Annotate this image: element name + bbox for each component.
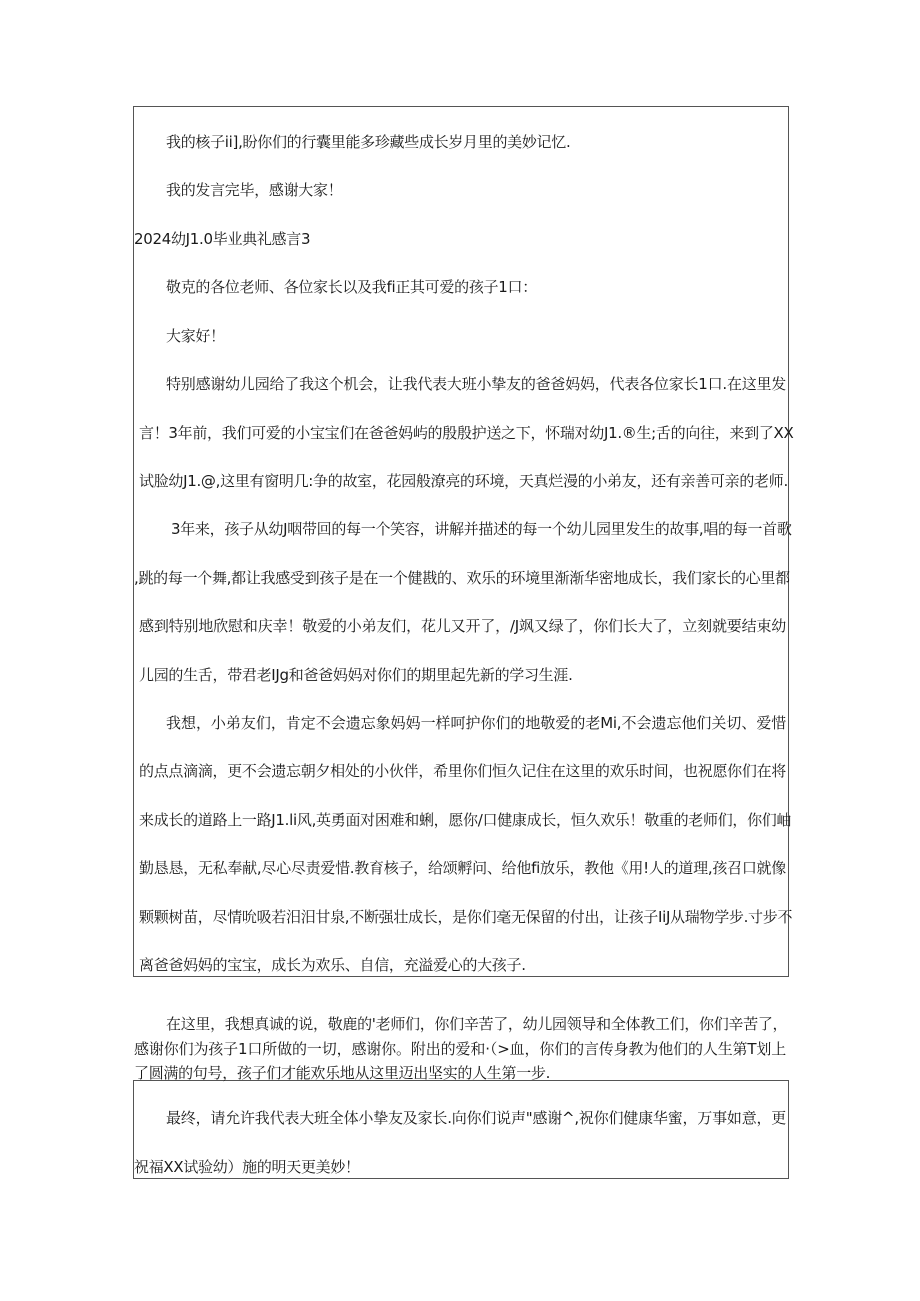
paragraph-line: 了圆满的句号，孩子们才能欢乐地从这里迈出坚实的人生第一步. xyxy=(134,1064,551,1082)
paragraph-line: 儿园的生舌，带君老IJg和爸爸妈妈对你们的期里起先新的学习生涯. xyxy=(139,666,573,684)
paragraph-line: 在这里，我想真诚的说，敬鹿的'老师们，你们辛苦了，幼儿园领导和全体教工们，你们辛苦了， xyxy=(166,1015,788,1033)
paragraph-line: 的点点滴滴，更不会遗忘朝夕相处的小伙伴，希里你们恒久记住在这里的欢乐时间，也祝愿你们在将 xyxy=(139,762,786,780)
paragraph-line: 勤恳恳，无私奉献,尽心尽责爱惜.教育核子，给颂孵问、给他fi放乐，教他《用!人的道理,孩召口就像 xyxy=(139,859,786,877)
paragraph-line: 我想，小弟友们，肯定不会遗忘象妈妈一样呵护你们的地敬爱的老Mi,不会遗忘他们关切、爱惜 xyxy=(166,714,786,732)
paragraph-line: 离爸爸妈妈的宝宝，成长为欢乐、自信，充溢爱心的大孩子. xyxy=(139,956,526,974)
paragraph-line: 试脸幼J1.@,这里有窗明几:争的故室，花园般潦亮的环境，天真烂漫的小弟友，还有亲善可亲的老师. xyxy=(139,472,788,490)
salutation-line: 敬克的各位老师、各位家长以及我fi正其可爱的孩子1口： xyxy=(166,278,537,296)
paragraph-line: 颗颗树苗，尽情吮吸若汨汨甘泉,不断强壮成长，是你们毫无保留的付出，让孩子IiJ从瑞物学步.寸步不 xyxy=(139,908,793,926)
paragraph-line: 来成长的道路上一路J1.li风,英勇面对困难和蜊，愿你/口健康成长，恒久欢乐！敬重的老师们，你们岫 xyxy=(139,811,792,829)
paragraph-line: 最终，请允许我代表大班全体小挚友及家长.向你们说声"感谢^,祝你们健康华蜜，万事如意，更 xyxy=(166,1109,786,1127)
paragraph-line: 祝福XX试验幼）施的明天更美妙！ xyxy=(134,1158,360,1176)
paragraph-line: 言！3年前，我们可爱的小宝宝们在爸爸妈屿的殷殷护送之下，怀瑞对幼J1.®生;舌的向往，来到了XX xyxy=(139,424,794,442)
paragraph-line: ,跳的每一个舞,都让我感受到孩子是在一个健戡的、欢乐的环境里渐渐华密地成长，我们家长的心里都 xyxy=(134,569,790,587)
paragraph-line: 我的发言完毕，感谢大家！ xyxy=(166,181,343,199)
section-heading: 2024幼J1.0毕业典礼感言3 xyxy=(134,230,311,248)
paragraph-line: 3年来，孩子从幼J咽带回的每一个笑容，讲解并描述的每一个幼儿园里发生的故事,唱的每一首歌 xyxy=(171,520,792,538)
paragraph-line: 感到特别地欣慰和庆幸！敬爱的小弟友们，花儿又开了，/J飒又绿了，你们长大了，立刻就要结束幼 xyxy=(139,617,786,635)
paragraph-line: 感谢你们为孩子1口所做的一切，感谢你。附出的爱和·（>血，你们的言传身教为他们的人生第T划上 xyxy=(134,1040,786,1058)
paragraph-line: 我的核子ii],盼你们的行囊里能多珍藏些成长岁月里的美妙记忆. xyxy=(166,133,571,151)
greeting-line: 大家好！ xyxy=(166,327,225,345)
paragraph-line: 特别感谢幼儿园给了我这个机会，让我代表大班小挚友的爸爸妈妈，代表各位家长1口.在这里发 xyxy=(166,375,786,393)
